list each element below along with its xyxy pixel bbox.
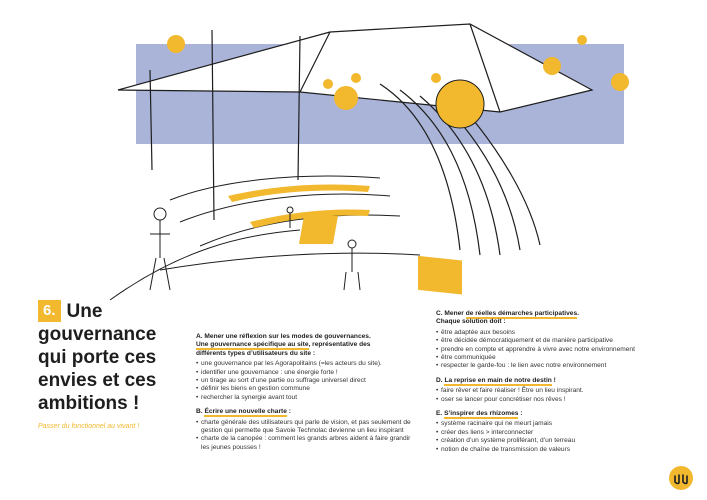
section-a-list [196,360,411,402]
list-item: • identifier une gouvernance : une énergie forte ! [196,369,411,377]
list-item: • créer des liens > interconnecter [436,429,676,437]
list-item: • charte de la canopée : comment les grands arbres aident à faire grandir les jeunes pousses ! [196,435,411,452]
list-item: • notion de chaîne de transmission de valeurs [436,446,676,454]
title-line-5: ambitions ! [38,393,140,414]
list-item: • charte générale des utilisateurs qui parle de vision, et pas seulement de gestion qui permette que Savoie Technolac devienne un lieu inspirant [196,419,411,436]
section-b-heading: B. Écrire une nouvelle charte : [196,408,291,416]
section-e-list [436,420,676,454]
title-line-4: envies et ces [38,370,157,391]
section-c-subheading: Chaque solution doit : [436,318,506,326]
list-item: • prendre en compte et apprendre à vivre avec notre environnement [436,346,676,354]
list-item: • oser se lancer pour concrétiser nos rêves ! [436,396,676,404]
section-a-subheading: Une gouvernance spécifique au site, représentative des [196,341,371,349]
list-item: • un tirage au sort d’une partie ou suffrage universel direct [196,377,411,385]
title-line-1: Une [66,301,103,322]
list-item: • respecter le garde-fou : le lien avec notre environnement [436,362,676,370]
list-item: • être décidée démocratiquement et de manière participative [436,337,676,345]
section-c [436,310,676,371]
brand-logo [669,466,693,490]
section-b-list [196,419,411,453]
section-e [436,410,676,454]
section-d-list [436,387,676,404]
section-c-heading: C. Mener de réelles démarches participatives. [436,310,579,317]
section-number-badge: 6. [38,300,61,322]
list-item: • création d’un système proliférant, d’un terreau [436,437,676,445]
list-item: • faire rêver et faire réaliser ! Être un lieu inspirant. [436,387,676,395]
section-e-heading: E. S’inspirer des rhizomes : [436,410,523,418]
section-b [196,408,411,452]
column-right [436,310,676,454]
list-item: • être communiquée [436,354,676,362]
list-item: • une gouvernance par les Agorapolitains (=les acteurs du site). [196,360,411,368]
section-c-list [436,329,676,371]
section-a [196,333,411,402]
section-a-subheading-2: différents types d’utilisateurs du site : [196,349,316,357]
tagline: Passer du fonctionnel au vivant ! [38,423,140,430]
list-item: • système racinaire qui ne meurt jamais [436,420,676,428]
section-a-heading: A. Mener une réflexion sur les modes de gouvernances. [196,333,371,340]
section-title [38,300,188,415]
list-item: • définir les biens en gestion commune [196,385,411,393]
list-item: • rechercher la synergie avant tout [196,394,411,402]
section-d-heading: D. La reprise en main de notre destin ! [436,376,556,384]
title-line-3: qui porte ces [38,347,157,368]
column-left [196,333,411,452]
list-item: • être adaptée aux besoins [436,329,676,337]
title-line-2: gouvernance [38,324,157,345]
section-d [436,377,676,404]
